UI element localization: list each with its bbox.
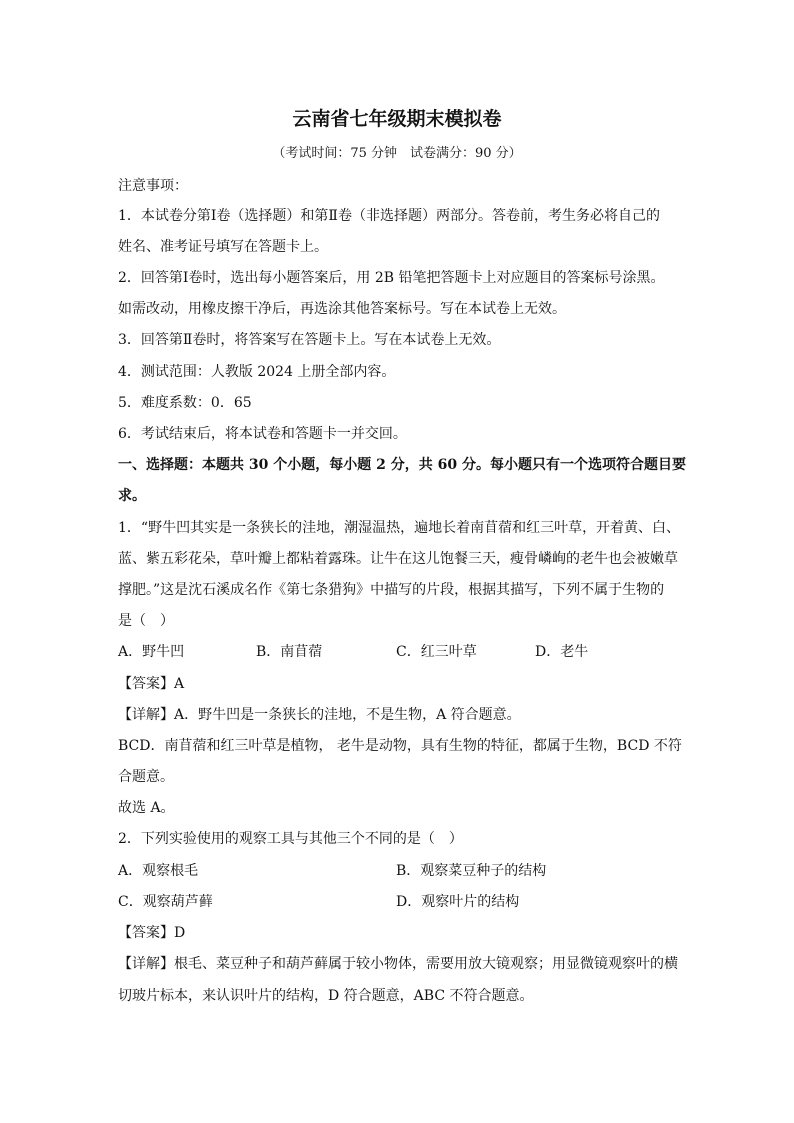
- q1-stem-line: 是（ ）: [118, 613, 174, 629]
- section-heading: 一、选择题：本题共 30 个小题，每小题 2 分，共 60 分。每小题只有一个选项符合题目要: [118, 457, 686, 473]
- q2-option-a: A．观察根毛: [118, 863, 199, 879]
- q2-explain-line: 切玻片标本，来认识叶片的结构，D 符合题意，ABC 不符合题意。: [118, 988, 534, 1004]
- notice-line: 2．回答第Ⅰ卷时，选出每小题答案后，用 2B 铅笔把答题卡上对应题目的答案标号涂黑。: [118, 270, 665, 286]
- notice-line: 6．考试结束后，将本试卷和答题卡一并交回。: [118, 426, 407, 442]
- q1-stem-line: 撑肥。”这是沈石溪成名作《第七条猎狗》中描写的片段，根据其描写，下列不属于生物的: [118, 582, 665, 598]
- q2-option-c: C．观察葫芦藓: [118, 894, 213, 910]
- notice-line: 如需改动，用橡皮擦干净后，再选涂其他答案标号。写在本试卷上无效。: [118, 301, 566, 317]
- q1-explain-line: 合题意。: [118, 769, 174, 785]
- q1-explain-line: 故选 A。: [118, 800, 175, 816]
- q2-option-b: B．观察菜豆种子的结构: [396, 863, 547, 879]
- q2-stem: 2．下列实验使用的观察工具与其他三个不同的是（ ）: [118, 831, 463, 847]
- q1-option-c: C．红三叶草: [396, 644, 477, 660]
- q1-option-a: A．野牛凹: [118, 644, 185, 660]
- notice-line: 1．本试卷分第Ⅰ卷（选择题）和第Ⅱ卷（非选择题）两部分。答卷前，考生务必将自己的: [118, 208, 660, 224]
- notice-line: 3．回答第Ⅱ卷时，将答案写在答题卡上。写在本试卷上无效。: [118, 332, 501, 348]
- q2-option-d: D．观察叶片的结构: [396, 894, 520, 910]
- page-title: 云南省七年级期末模拟卷: [292, 108, 502, 130]
- q2-explain-line: 【详解】根毛、菜豆种子和葫芦藓属于较小物体，需要用放大镜观察；用显微镜观察叶的横: [118, 956, 678, 972]
- q1-explain-line: 【详解】A．野牛凹是一条狭长的洼地，不是生物，A 符合题意。: [118, 707, 521, 723]
- notice-line: 5．难度系数：0．65: [118, 395, 252, 411]
- q1-option-b: B．南苜蓿: [256, 644, 323, 660]
- exam-info: （考试时间：75 分钟 试卷满分：90 分）: [272, 146, 522, 161]
- notice-line: 4．测试范围：人教版 2024 上册全部内容。: [118, 364, 396, 380]
- notice-line: 姓名、准考证号填写在答题卡上。: [118, 239, 328, 255]
- q1-answer: 【答案】A: [118, 676, 185, 692]
- q2-answer: 【答案】D: [118, 925, 186, 941]
- notice-heading: 注意事项：: [118, 178, 188, 194]
- q1-option-d: D．老牛: [535, 644, 589, 660]
- q1-explain-line: BCD．南苜蓿和红三叶草是植物， 老牛是动物，具有生物的特征，都属于生物，BCD 不符: [118, 738, 682, 754]
- section-heading-cont: 求。: [118, 488, 146, 504]
- q1-stem-line: 1．“野牛凹其实是一条狭长的洼地，潮湿温热，遍地长着南苜蓿和红三叶草，开着黄、白、: [118, 520, 681, 536]
- q1-stem-line: 蓝、紫五彩花朵，草叶瓣上都粘着露珠。让牛在这儿饱餐三天，瘦骨嶙峋的老牛也会被嫩草: [118, 551, 678, 567]
